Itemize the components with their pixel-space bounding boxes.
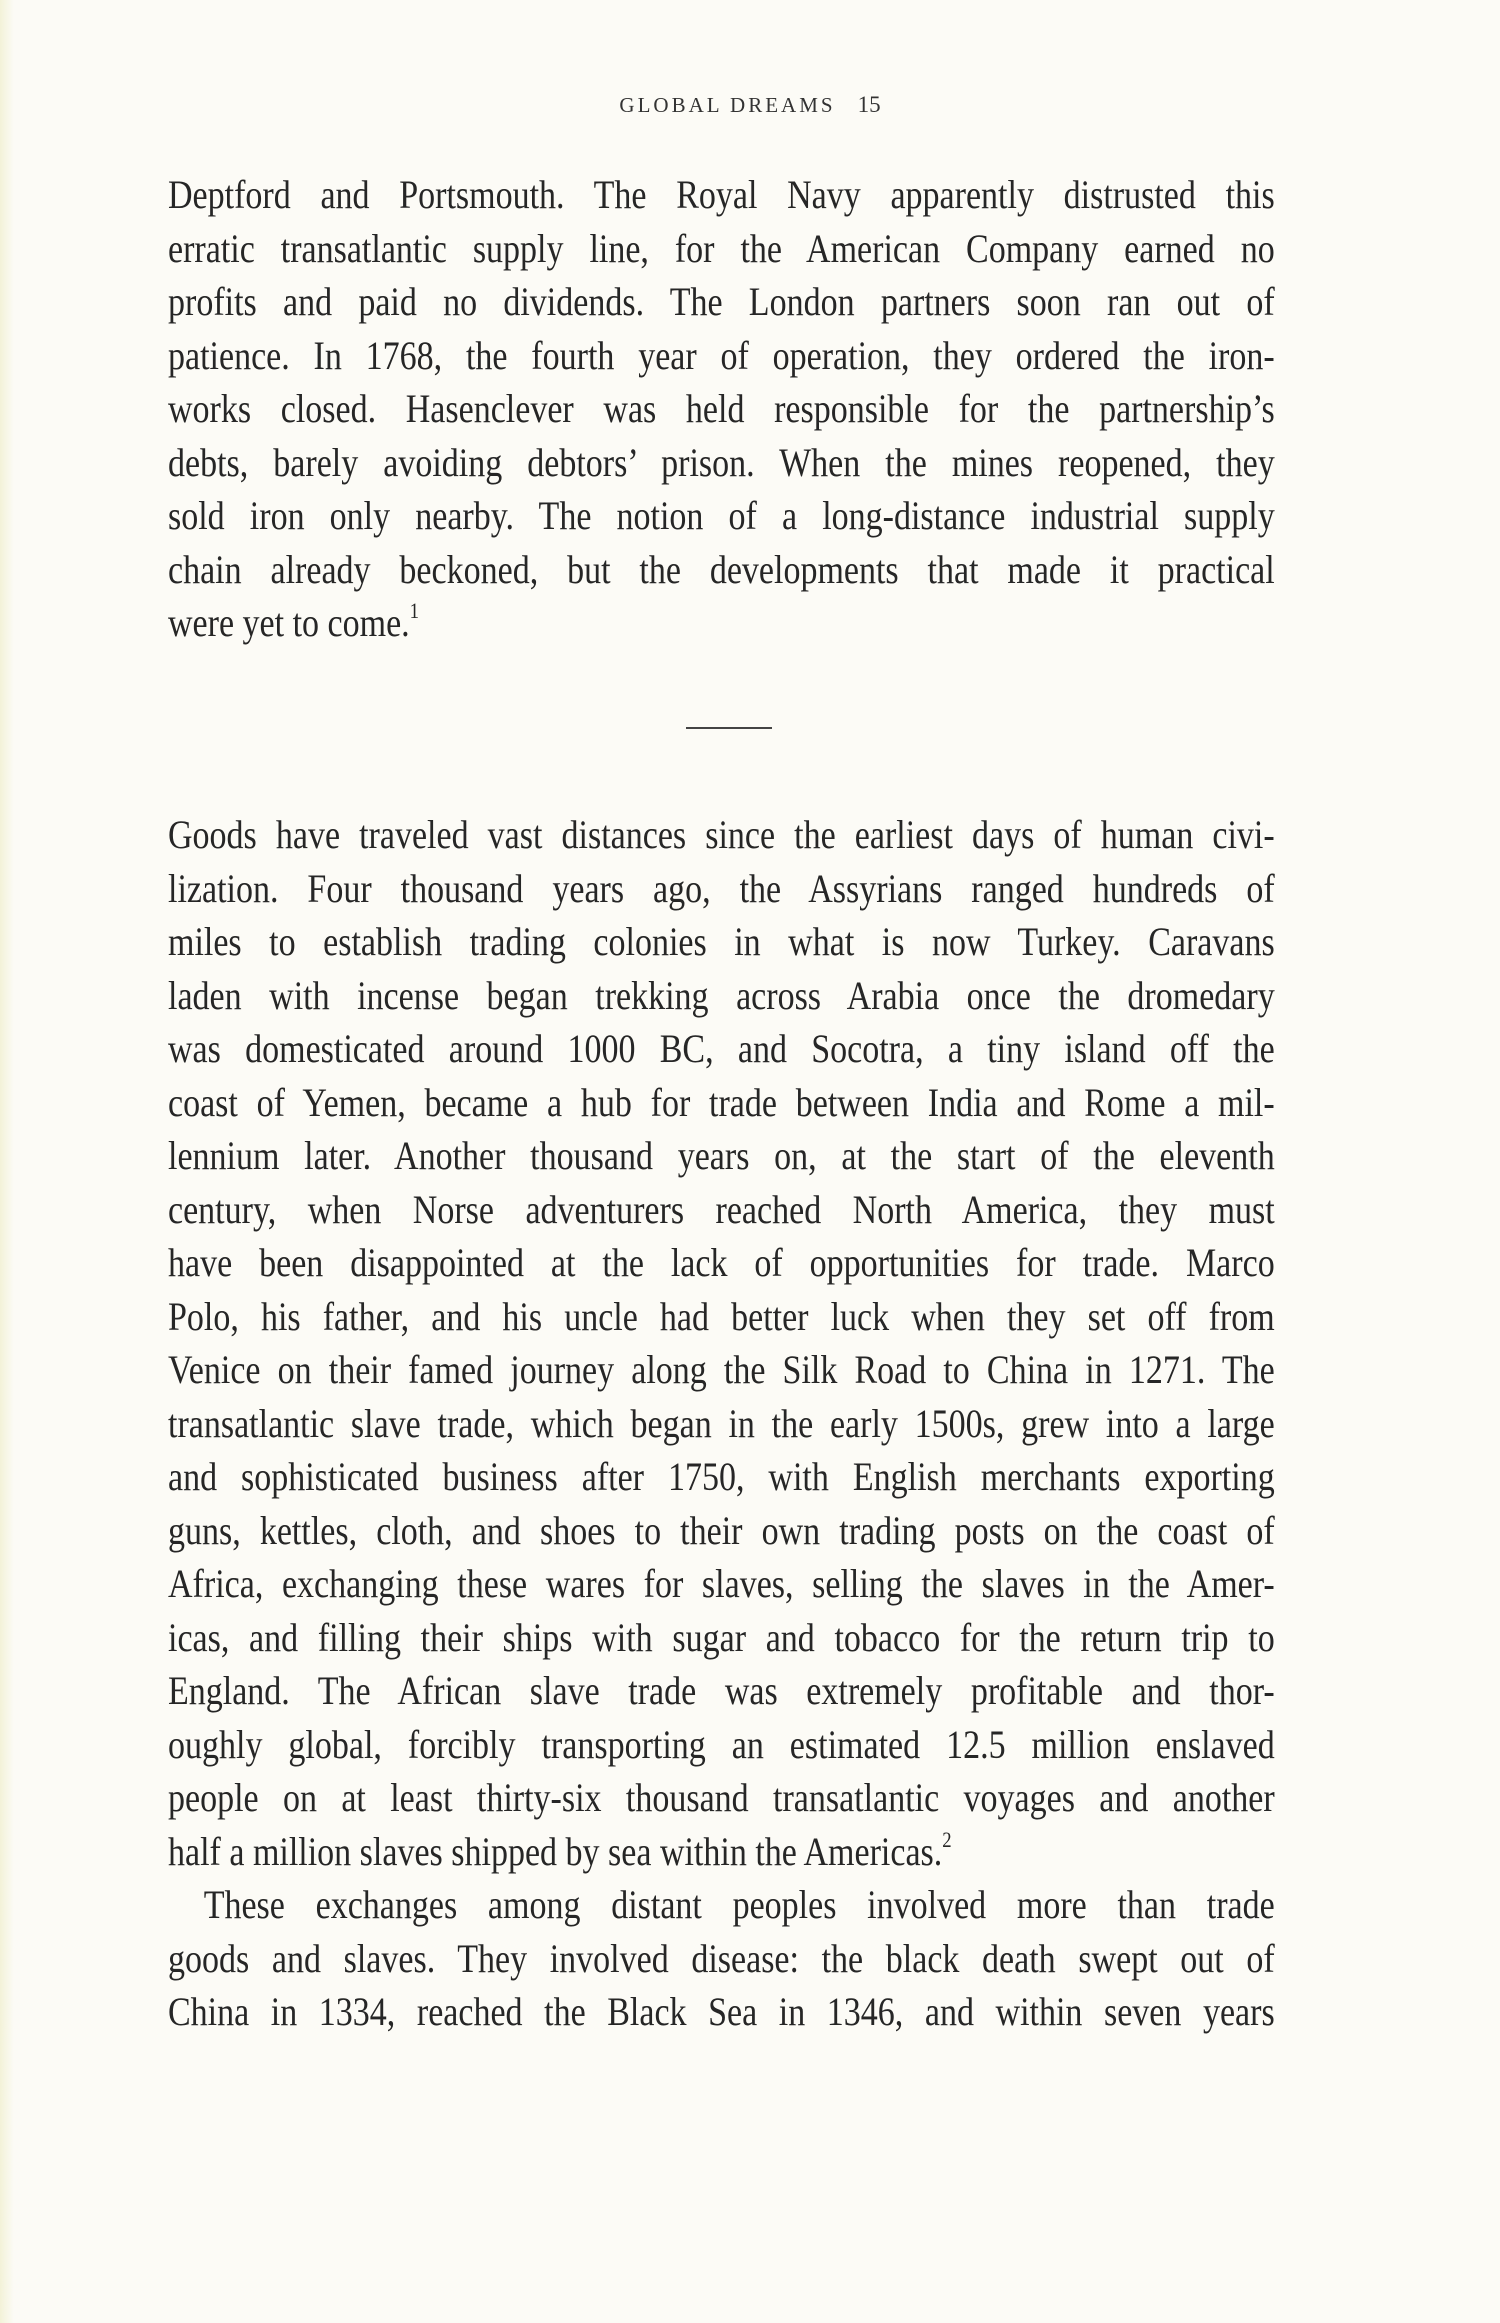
text-line: erratic transatlantic supply line, for the American Company earned no xyxy=(168,225,1275,271)
text-line: debts, barely avoiding debtors’ prison. When the mines reopened, they xyxy=(168,439,1275,485)
text-line: profits and paid no dividends. The London partners soon ran out of xyxy=(168,279,1275,324)
section-divider xyxy=(686,727,772,729)
text-line: people on at least thirty-six thousand transatlantic voyages and another xyxy=(168,1775,1275,1820)
text-line: Deptford and Portsmouth. The Royal Navy apparently distrusted this xyxy=(168,172,1275,217)
paragraph-2 xyxy=(168,808,1470,1878)
footnote-marker[interactable]: 1 xyxy=(409,598,420,623)
text-line: coast of Yemen, became a hub for trade between India and Rome a mil- xyxy=(168,1079,1275,1125)
text-line: have been disappointed at the lack of opportunities for trade. Marco xyxy=(168,1240,1275,1285)
text-line: transatlantic slave trade, which began in the early 1500s, grew into a large xyxy=(168,1400,1275,1446)
running-header xyxy=(0,92,1500,118)
footnote-marker[interactable]: 2 xyxy=(942,1826,952,1852)
text-line xyxy=(168,596,1275,650)
text-line: icas, and filling their ships with sugar and tobacco for the return trip to xyxy=(168,1614,1275,1660)
text-line: was domesticated around 1000 BC, and Socotra, a tiny island off the xyxy=(168,1026,1275,1071)
text-line xyxy=(168,1825,1275,1879)
running-title: GLOBAL DREAMS xyxy=(619,93,836,117)
text-line: goods and slaves. They involved disease: the black death swept out of xyxy=(168,1935,1275,1981)
text-line: patience. In 1768, the fourth year of operation, they ordered the iron- xyxy=(168,332,1275,378)
text-line-content: were yet to come. xyxy=(168,600,410,645)
paragraph-3 xyxy=(168,1878,1470,2039)
text-line: lization. Four thousand years ago, the Assyrians ranged hundreds of xyxy=(168,865,1275,911)
text-line: chain already beckoned, but the developments that made it practical xyxy=(168,546,1275,592)
text-line: lennium later. Another thousand years on, at the start of the eleventh xyxy=(168,1133,1275,1178)
text-line: oughly global, forcibly transporting an estimated 12.5 million enslaved xyxy=(168,1721,1275,1767)
text-line: These exchanges among distant peoples involved more than trade xyxy=(203,1882,1275,1927)
text-line: laden with incense began trekking across Arabia once the dromedary xyxy=(168,972,1275,1018)
text-line: Africa, exchanging these wares for slaves, selling the slaves in the Amer- xyxy=(168,1561,1275,1606)
text-line: sold iron only nearby. The notion of a long-distance industrial supply xyxy=(168,493,1275,538)
text-line: miles to establish trading colonies in what is now Turkey. Caravans xyxy=(168,919,1275,964)
page-number: 15 xyxy=(857,92,881,117)
page-edge-shading xyxy=(0,0,14,2323)
paragraph-1 xyxy=(168,168,1470,650)
text-line: guns, kettles, cloth, and shoes to their own trading posts on the coast of xyxy=(168,1507,1275,1553)
text-line: Goods have traveled vast distances since the earliest days of human civi- xyxy=(168,812,1275,857)
text-line: China in 1334, reached the Black Sea in 1346, and within seven years xyxy=(168,1989,1275,2034)
text-line-content: half a million slaves shipped by sea within the Americas. xyxy=(168,1828,943,1874)
text-line: Polo, his father, and his uncle had better luck when they set off from xyxy=(168,1293,1275,1339)
text-line: century, when Norse adventurers reached North America, they must xyxy=(168,1186,1275,1232)
text-line: works closed. Hasenclever was held responsible for the partnership’s xyxy=(168,386,1275,431)
text-line: Venice on their famed journey along the Silk Road to China in 1271. The xyxy=(168,1347,1275,1392)
text-line: and sophisticated business after 1750, with English merchants exporting xyxy=(168,1454,1275,1499)
text-line: England. The African slave trade was extremely profitable and thor- xyxy=(168,1668,1275,1713)
